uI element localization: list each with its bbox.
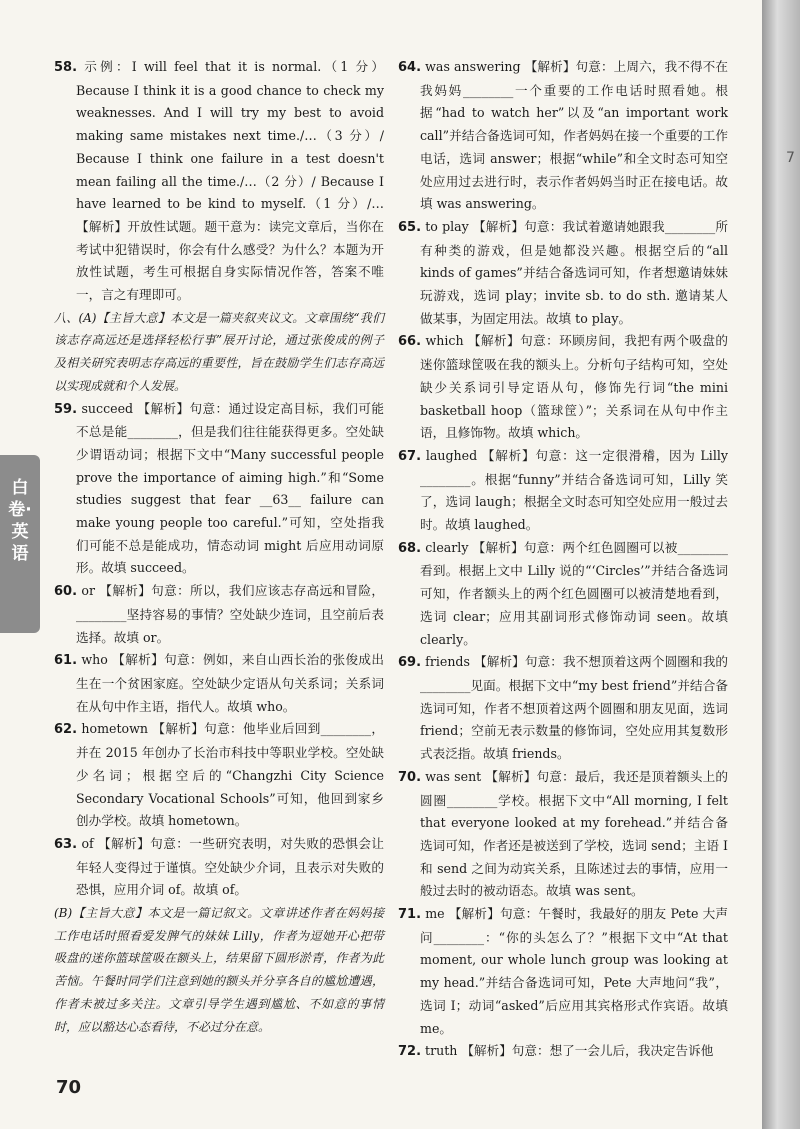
item-number: 61. bbox=[54, 653, 78, 669]
answer-66 bbox=[398, 330, 728, 445]
answer-text: succeed 【解析】句意：通过设定高目标，我们可能不总是能________，但是我们往往能获得更多。空处缺少谓语动词；根据下文中“Many successful people prove the importance of aiming high.”和“Some studies suggest that fear __63__ failure can make young people too careful.”可知，空处指我们可能不总是能成功，情态动词 might 后应用动词原形。故填 succeed。 bbox=[76, 400, 384, 576]
subject-tab bbox=[0, 455, 40, 633]
answer-68 bbox=[398, 537, 728, 652]
item-number: 62. bbox=[54, 722, 78, 738]
page-number: 70 bbox=[56, 1077, 82, 1098]
answer-63 bbox=[54, 833, 384, 902]
item-number: 65. bbox=[398, 219, 422, 235]
next-page-edge bbox=[762, 0, 800, 1129]
answer-65 bbox=[398, 216, 728, 331]
answer-58 bbox=[54, 56, 384, 307]
answer-62 bbox=[54, 718, 384, 833]
item-number: 72. bbox=[398, 1044, 422, 1060]
item-number: 71. bbox=[398, 907, 422, 923]
answer-text: of 【解析】句意：一些研究表明，对失败的恐惧会让年轻人变得过于谨慎。空处缺少介词，且表示对失败的恐惧，应用介词 of。故填 of。 bbox=[76, 835, 384, 898]
item-number: 64. bbox=[398, 60, 422, 75]
answer-text: truth 【解析】句意：想了一会儿后，我决定告诉他 bbox=[425, 1043, 714, 1059]
answer-text: hometown 【解析】句意：他毕业后回到________，并在 2015 年创办了长治市科技中等职业学校。空处缺少名词；根据空后的“Changzhi City Science Secondary Vocational Schools”可知，他回到家乡创办学校。故填 hometown。 bbox=[76, 721, 384, 829]
summary-text: (B)【主旨大意】本文是一篇记叙文。文章讲述作者在妈妈接工作电话时照看爱发脾气的妹妹 Lilly，作者为逗她开心把带吸盘的迷你篮球筐吸在额头上，结果留下圆形淤青，作者为此苦恼。午餐时同学们注意到她的额头并分享各自的尴尬遭遇，作者未被过多关注。文章引导学生遇到尴尬、不如意的事情时，应以豁达心态看待，不必过分在意。 bbox=[54, 906, 384, 1034]
answer-69 bbox=[398, 651, 728, 766]
answer-60 bbox=[54, 580, 384, 649]
answer-67 bbox=[398, 445, 728, 537]
answer-70 bbox=[398, 766, 728, 903]
answer-text: was answering 【解析】句意：上周六，我不得不在我妈妈________一个重要的工作电话时照看她。根据“had to watch her”以及“an important work call”并结合备选词可知，作者妈妈在接一个重要的工作电话，选词 answer；根据“while”和全文时态可知空处应用过去进行时，表示作者妈妈当时正在接电话。故填 was answering。 bbox=[420, 59, 728, 212]
item-number: 66. bbox=[398, 334, 422, 350]
right-column bbox=[398, 56, 728, 1064]
item-number: 67. bbox=[398, 448, 422, 464]
item-number: 69. bbox=[398, 655, 422, 671]
item-number: 59. bbox=[54, 401, 78, 417]
item-number: 68. bbox=[398, 540, 422, 556]
answer-text: friends 【解析】句意：我不想顶着这两个圆圈和我的________见面。根据下文中“my best friend”并结合备选词可知，作者不想顶着这两个圆圈和朋友见面，选词 friend；空前无表示数量的修饰词，空处应用其复数形式表泛指。故填 friends。 bbox=[420, 654, 728, 762]
answer-72 bbox=[398, 1040, 728, 1064]
answer-64 bbox=[398, 56, 728, 216]
answer-text: who 【解析】句意：例如，来自山西长治的张俊成出生在一个贫困家庭。空处缺少定语从句关系词；关系词在从句中作主语，指代人。故填 who。 bbox=[76, 652, 384, 714]
section-8a-summary bbox=[54, 307, 384, 398]
answer-text: or 【解析】句意：所以，我们应该志存高远和冒险，________坚持容易的事情？空处缺少连词，且空前后表选择。故填 or。 bbox=[76, 583, 384, 645]
answer-text: clearly 【解析】句意：两个红色圆圈可以被________看到。根据上文中 Lilly 说的“‘Circles’”并结合备选词可知，作者额头上的两个红色圆圈可以被清楚地看到，选词 clear；应用其副词形式修饰动词 seen。故填 clearly。 bbox=[420, 539, 728, 647]
next-page-edge-mark: 7 bbox=[786, 150, 795, 166]
section-8b-summary bbox=[54, 902, 384, 1038]
item-number: 58. bbox=[54, 60, 78, 75]
item-number: 63. bbox=[54, 836, 78, 852]
answer-text: which 【解析】句意：环顾房间，我把有两个吸盘的迷你篮球筐吸在我的额头上。分析句子结构可知，空处缺少关系词引导定语从句，修饰先行词“the mini basketball hoop（篮球筐）”；关系词在从句中作主语，且修饰物。故填 which。 bbox=[420, 333, 728, 441]
answer-61 bbox=[54, 649, 384, 718]
answer-59 bbox=[54, 398, 384, 581]
subject-tab-label: 白卷·英语 bbox=[8, 478, 32, 564]
answer-text: was sent 【解析】句意：最后，我还是顶着额头上的圆圈________学校。根据下文中“All morning, I felt that everyone looked at my forehead.”并结合备选词可知，作者还是被送到了学校，选词 send；主语 I 和 send 之间为动宾关系，且陈述过去的事情，应用一般过去时的被动语态。故填 was sent。 bbox=[420, 768, 728, 899]
summary-text: 八、(A)【主旨大意】本文是一篇夹叙夹议文。文章围绕“我们该志存高远还是选择轻松行事”展开讨论，通过张俊成的例子及相关研究表明志存高远的重要性，旨在鼓励学生们志存高远以实现成就和个人发展。 bbox=[54, 310, 384, 393]
answer-text: laughed 【解析】句意：这一定很滑稽，因为 Lilly ________。根据“funny”并结合备选词可知，Lilly 笑了，选词 laugh；根据全文时态可知空处应用一般过去时。故填 laughed。 bbox=[420, 447, 728, 533]
left-column bbox=[54, 56, 384, 1038]
answer-text: 示例：I will feel that it is normal.（1 分）Because I think it is a good chance to check my weaknesses. And I will try my best to avoid making same mistakes next time./…（3 分）/ Because I think one failure in a test doesn't mean failing all the time./…（2 分）/ Because I have learned to be kind to myself.（1 分）/… 【解析】开放性试题。题干意为：读完文章后，当你在考试中犯错误时，你会有什么感受？为什么？本题为开放性试题，考生可根据自身实际情况作答，答案不唯一，言之有理即可。 bbox=[76, 59, 384, 303]
item-number: 60. bbox=[54, 584, 78, 600]
answer-text: to play 【解析】句意：我试着邀请她跟我________所有种类的游戏，但是她都没兴趣。根据空后的“all kinds of games”并结合备选词可知，作者想邀请妹妹玩游戏，选词 play；invite sb. to do sth. 邀请某人做某事，为固定用法。故填 to play。 bbox=[420, 218, 728, 326]
item-number: 70. bbox=[398, 769, 422, 785]
answer-text: me 【解析】句意：午餐时，我最好的朋友 Pete 大声问________：“你的头怎么了？”根据下文中“At that moment, our whole lunch group was looking at my head.”并结合备选词可知，Pete 大声地问“我”，选词 I；动词“asked”后应用其宾格形式作宾语。故填 me。 bbox=[420, 906, 728, 1036]
answer-71 bbox=[398, 903, 728, 1040]
